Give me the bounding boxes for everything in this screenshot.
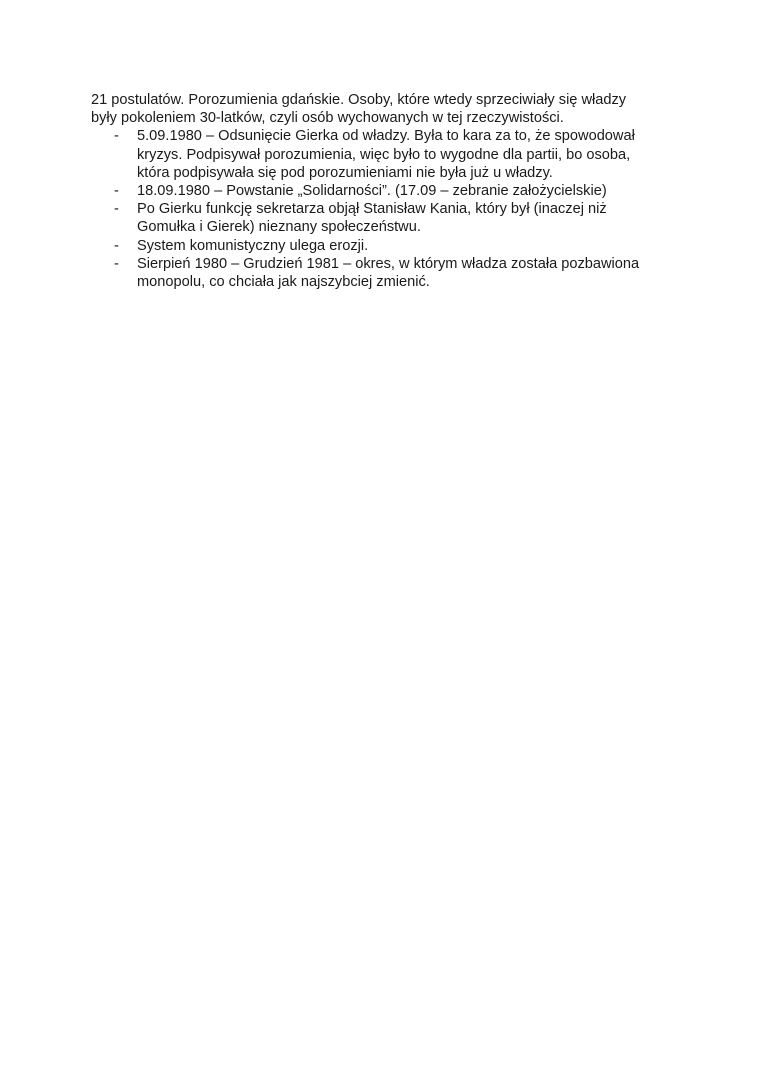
list-item — [91, 127, 681, 182]
list-item-text: 5.09.1980 – Odsunięcie Gierka od władzy. Była to kara za to, że spowodował kryzys. Podpisywał porozumienia, więc było to wygodne dla partii, bo osoba, która podpisywała się pod porozumieniami nie była już u władzy. — [137, 128, 635, 181]
list-item — [91, 200, 681, 236]
bullet-marker: - — [114, 128, 119, 145]
bullet-marker: - — [114, 237, 119, 254]
list-item — [91, 237, 681, 255]
bullet-marker: - — [114, 183, 119, 200]
bullet-list — [91, 127, 681, 291]
document-body — [91, 91, 681, 291]
intro-paragraph: 21 postulatów. Porozumienia gdańskie. Osoby, które wtedy sprzeciwiały się władzy były pokoleniem 30-latków, czyli osób wychowanych w tej rzeczywistości. — [91, 92, 627, 127]
list-item — [91, 255, 681, 291]
list-item-text: Sierpień 1980 – Grudzień 1981 – okres, w którym władza została pozbawiona monopolu, co chciała jak najszybciej zmienić. — [137, 255, 640, 291]
bullet-marker: - — [114, 201, 119, 218]
bullet-marker: - — [114, 255, 119, 272]
list-item-text: System komunistyczny ulega erozji. — [137, 237, 369, 254]
list-item-text: Po Gierku funkcję sekretarza objął Stanisław Kania, który był (inaczej niż Gomułka i Gierek) nieznany społeczeństwu. — [137, 201, 607, 236]
list-item — [91, 182, 681, 200]
list-item-text: 18.09.1980 – Powstanie „Solidarności”. (17.09 – zebranie założycielskie) — [137, 183, 607, 200]
